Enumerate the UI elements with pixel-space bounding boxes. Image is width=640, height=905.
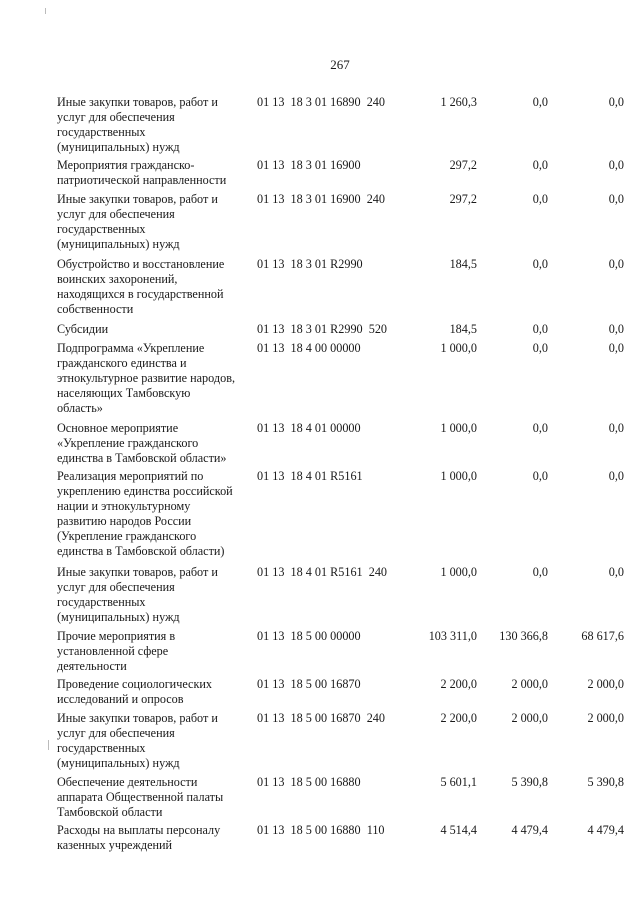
row-value-2: 5 390,8: [511, 775, 548, 789]
row-name: Иные закупки товаров, работ и услуг для обеспечения государственных (муниципальных) нужд: [57, 711, 218, 770]
row-code: 01 13 18 4 01 R5161: [257, 469, 363, 483]
row-value-1: 4 514,4: [440, 823, 477, 837]
row-value-2: 0,0: [532, 565, 548, 579]
row-value-2: 0,0: [532, 158, 548, 172]
row-name: Реализация мероприятий по укреплению единства российской нации и этнокультурному развитию народов России (Укрепление гражданского единства в Тамбовской области): [57, 469, 233, 558]
row-value-2: 0,0: [532, 421, 548, 435]
row-code: 01 13 18 5 00 16870 240: [257, 711, 385, 725]
row-name: Проведение социологических исследований и опросов: [57, 677, 212, 706]
row-code: 01 13 18 5 00 00000: [257, 629, 361, 643]
row-code: 01 13 18 4 00 00000: [257, 341, 361, 355]
row-value-2: 2 000,0: [511, 677, 548, 691]
row-name: Обустройство и восстановление воинских захоронений, находящихся в государственной собственности: [57, 257, 225, 316]
row-code: 01 13 18 5 00 16880 110: [257, 823, 385, 837]
row-value-2: 0,0: [532, 192, 548, 206]
row-value-1: 103 311,0: [428, 629, 477, 643]
row-value-3: 0,0: [608, 565, 624, 579]
row-code: 01 13 18 3 01 16900: [257, 158, 361, 172]
row-value-1: 1 000,0: [440, 469, 477, 483]
row-value-2: 0,0: [532, 341, 548, 355]
row-value-1: 5 601,1: [440, 775, 477, 789]
row-value-1: 184,5: [449, 257, 477, 271]
row-name: Прочие мероприятия в установленной сфере деятельности: [57, 629, 176, 673]
row-value-2: 0,0: [532, 95, 548, 109]
row-name: Обеспечение деятельности аппарата Общественной палаты Тамбовской области: [57, 775, 224, 819]
row-value-1: 297,2: [449, 158, 477, 172]
row-name: Иные закупки товаров, работ и услуг для обеспечения государственных (муниципальных) нужд: [57, 565, 218, 624]
row-value-1: 1 000,0: [440, 421, 477, 435]
scan-artifact: [48, 740, 49, 750]
row-value-3: 0,0: [608, 322, 624, 336]
row-name: Субсидии: [57, 322, 109, 336]
row-name: Иные закупки товаров, работ и услуг для обеспечения государственных (муниципальных) нужд: [57, 95, 218, 154]
row-value-3: 4 479,4: [587, 823, 624, 837]
row-value-1: 297,2: [449, 192, 477, 206]
row-name: Подпрограмма «Укрепление гражданского единства и этнокультурное развитие народов, населяющих Тамбовскую область»: [57, 341, 235, 415]
row-value-1: 1 000,0: [440, 565, 477, 579]
row-name: Мероприятия гражданско- патриотической направленности: [57, 158, 227, 187]
scan-artifact: [45, 8, 46, 14]
row-value-1: 2 200,0: [440, 711, 477, 725]
row-value-3: 0,0: [608, 341, 624, 355]
row-value-2: 0,0: [532, 322, 548, 336]
row-value-3: 5 390,8: [587, 775, 624, 789]
row-value-2: 2 000,0: [511, 711, 548, 725]
row-value-3: 0,0: [608, 257, 624, 271]
row-value-3: 0,0: [608, 95, 624, 109]
row-value-3: 2 000,0: [587, 711, 624, 725]
row-value-3: 68 617,6: [581, 629, 624, 643]
row-value-2: 0,0: [532, 469, 548, 483]
row-value-1: 184,5: [449, 322, 477, 336]
row-name: Расходы на выплаты персоналу казенных учреждений: [57, 823, 221, 852]
row-code: 01 13 18 5 00 16870: [257, 677, 361, 691]
row-value-2: 0,0: [532, 257, 548, 271]
row-code: 01 13 18 3 01 R2990 520: [257, 322, 388, 336]
row-code: 01 13 18 5 00 16880: [257, 775, 361, 789]
row-code: 01 13 18 4 01 R5161 240: [257, 565, 388, 579]
row-value-1: 1 260,3: [440, 95, 477, 109]
row-code: 01 13 18 3 01 R2990: [257, 257, 363, 271]
row-code: 01 13 18 4 01 00000: [257, 421, 361, 435]
row-code: 01 13 18 3 01 16900 240: [257, 192, 385, 206]
row-code: 01 13 18 3 01 16890 240: [257, 95, 385, 109]
row-value-3: 0,0: [608, 421, 624, 435]
row-value-1: 2 200,0: [440, 677, 477, 691]
page-number: 267: [330, 57, 350, 72]
row-value-3: 0,0: [608, 158, 624, 172]
row-value-3: 0,0: [608, 192, 624, 206]
row-value-2: 130 366,8: [499, 629, 548, 643]
row-value-3: 0,0: [608, 469, 624, 483]
row-value-3: 2 000,0: [587, 677, 624, 691]
row-name: Основное мероприятие «Укрепление гражданского единства в Тамбовской области»: [57, 421, 227, 465]
row-value-2: 4 479,4: [511, 823, 548, 837]
row-name: Иные закупки товаров, работ и услуг для обеспечения государственных (муниципальных) нужд: [57, 192, 218, 251]
row-value-1: 1 000,0: [440, 341, 477, 355]
